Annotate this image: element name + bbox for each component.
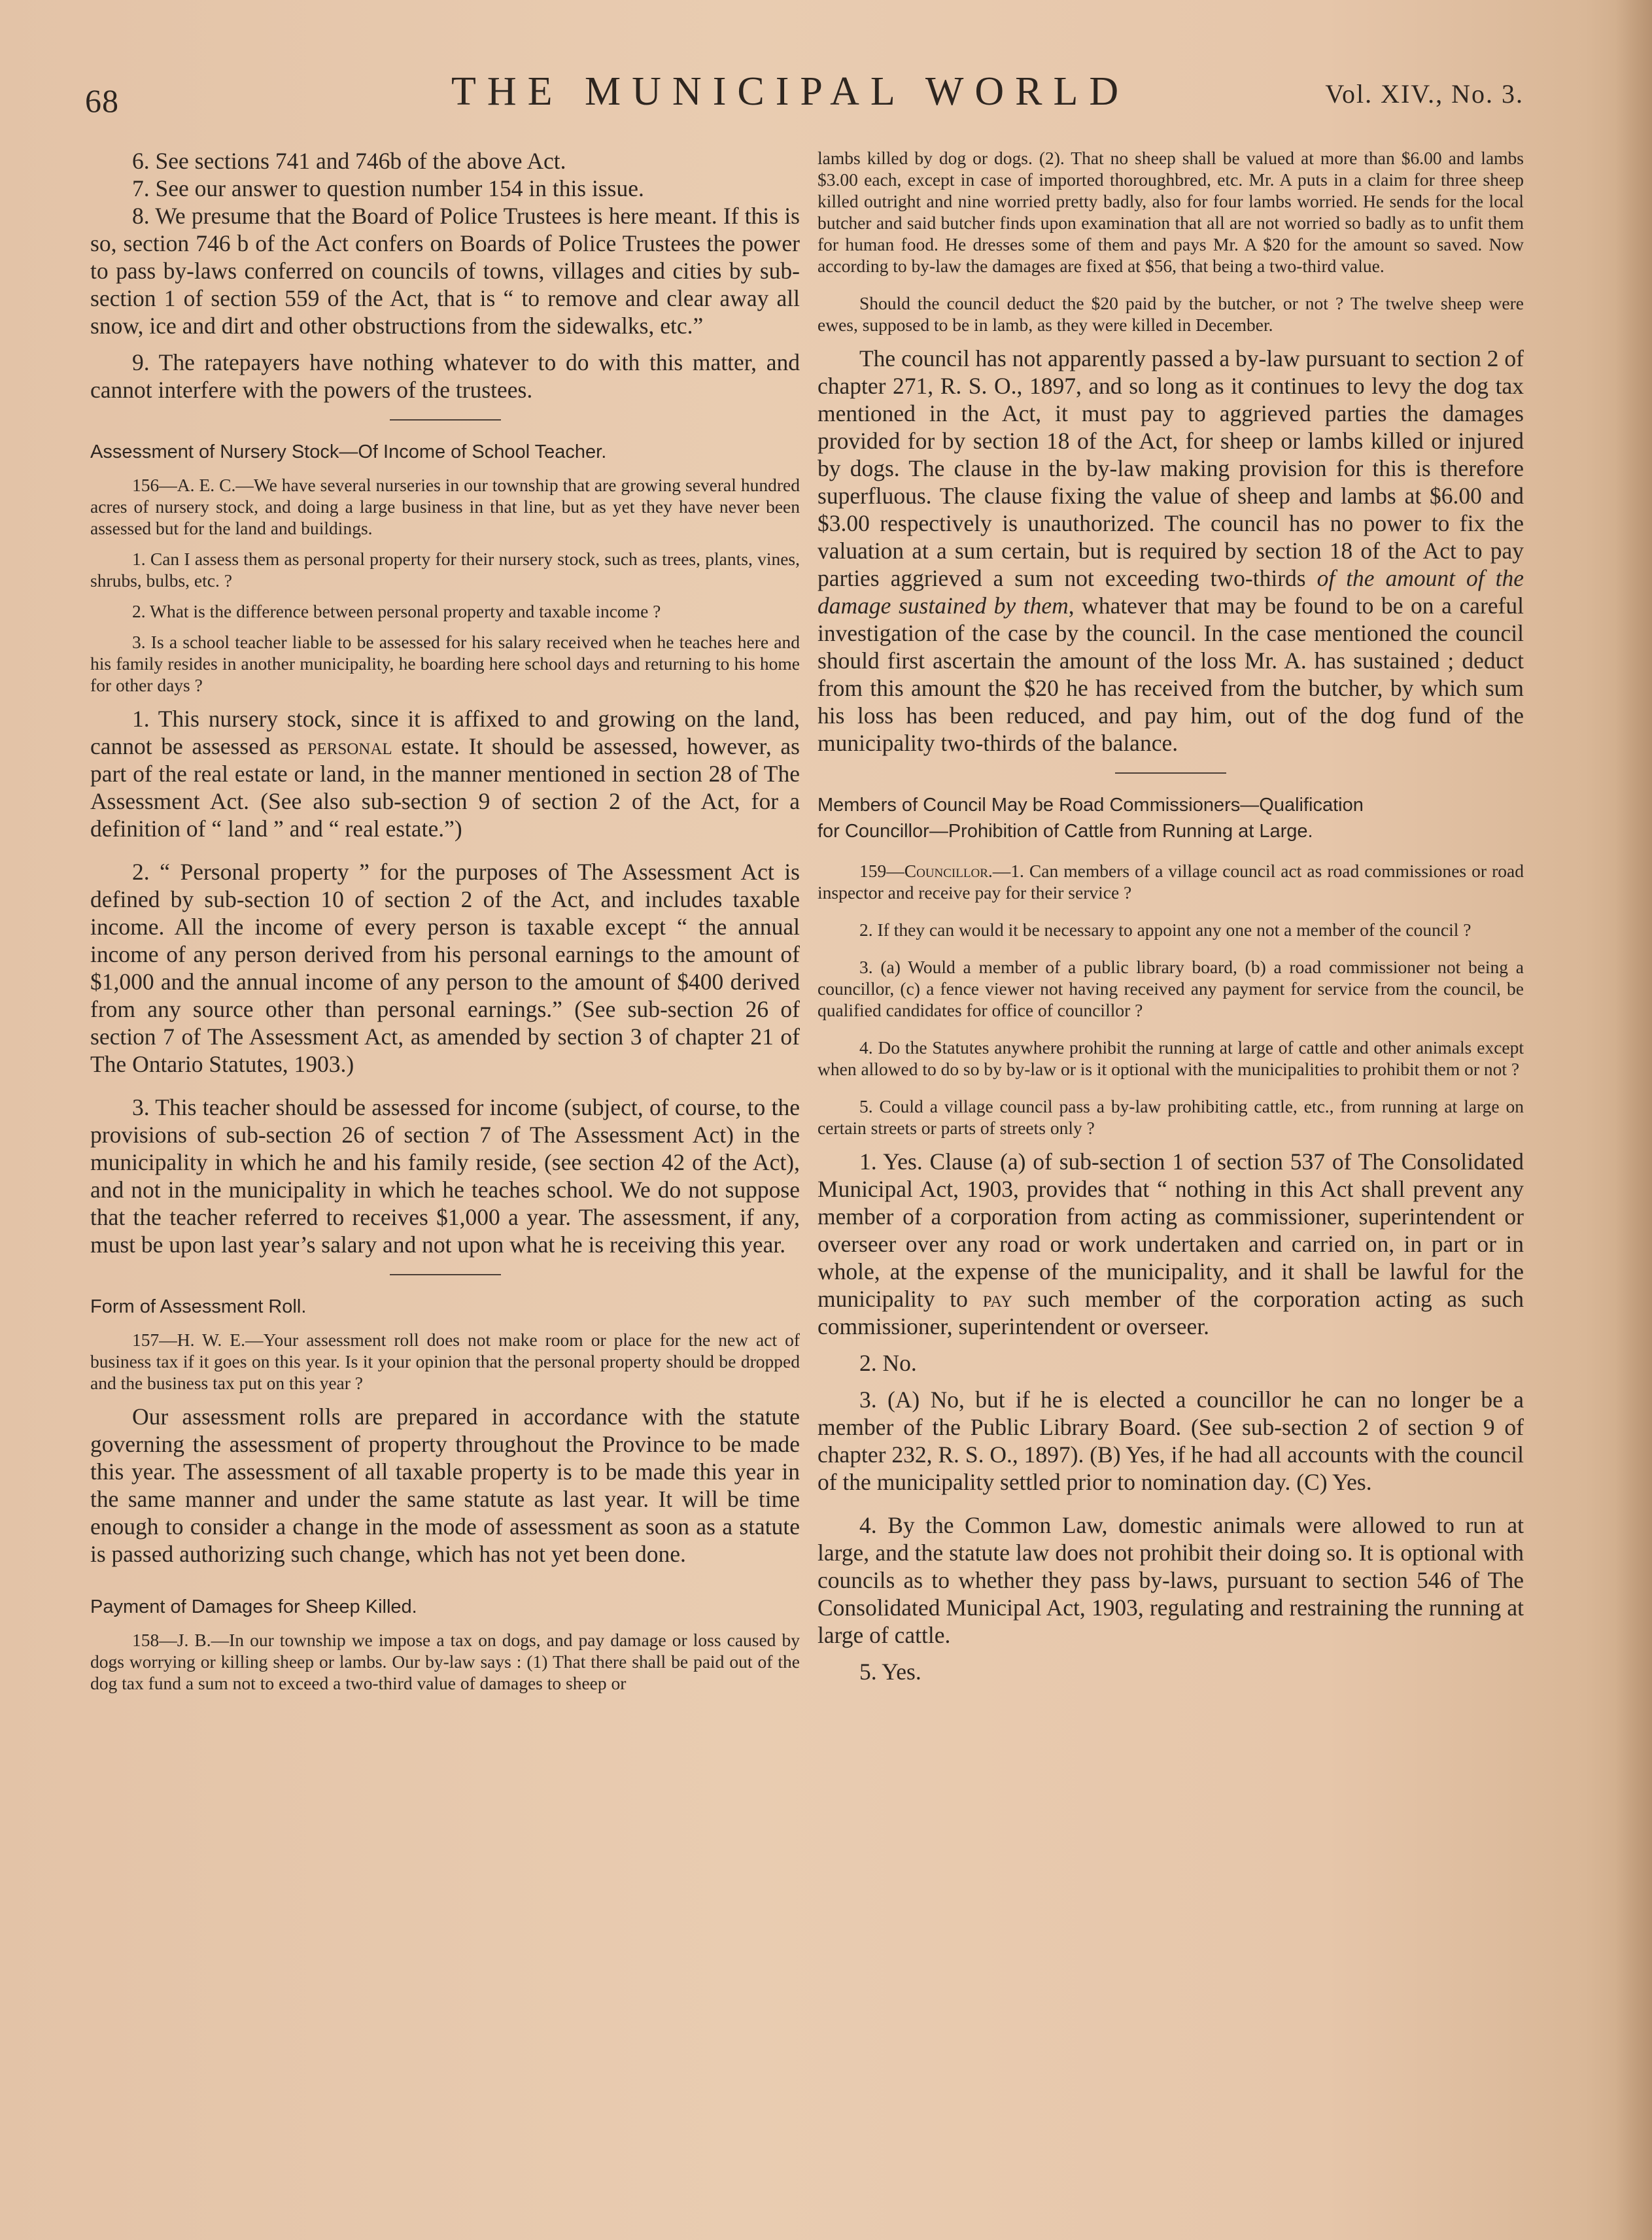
answer-paragraph	[817, 345, 1524, 757]
answer-paragraph: 2. No.	[859, 1350, 917, 1376]
question-number: 159	[859, 861, 887, 881]
question-number: 156	[132, 475, 160, 495]
answer-text: , whatever that may be found to be on a careful investigation of the case by the council. In the case mentioned the council should first ascertain the amount of the loss Mr. A. has sustained ; deduct from this amount the $20 he has received from the butcher, by which sum his loss has been reduced, and pay him, out of the dog fund of the municipality two-thirds of the balance.	[817, 593, 1524, 756]
question-paragraph	[90, 1629, 800, 1694]
question-number: 157	[132, 1330, 160, 1350]
answer-paragraph: 7. See our answer to question number 154 in this issue.	[132, 175, 644, 201]
question-paragraph: 3. Is a school teacher liable to be assessed for his salary received when he teaches here and his family resides in another municipality, he boarding here school days and returning to his home for other days ?	[90, 632, 800, 695]
section-heading: Members of Council May be Road Commissioners—Qualification	[817, 795, 1364, 816]
answer-text: such member of the corporation acting as such commissioner, superintendent or overseer.	[817, 1286, 1524, 1339]
question-paragraph	[817, 860, 1524, 903]
answer-paragraph: 9. The ratepayers have nothing whatever to do with this matter, and cannot interfere with the powers of the trustees.	[90, 349, 800, 403]
answer-paragraph: 2. “ Personal property ” for the purposes of The Assessment Act is defined by sub-section 10 of section 2 of the Act, and includes taxable income. All the income of every person is taxable except “ the annual income of any person derived from his personal earnings to the amount of $1,000 and the annual income of any person to the amount of $400 derived from any source other than personal earnings.” (See sub-section 26 of section 7 of The Assessment Act, as amended by section 3 of chapter 21 of The Ontario Statutes, 1903.)	[90, 859, 800, 1077]
answer-paragraph: Our assessment rolls are prepared in accordance with the statute governing the assessment of property throughout the Province to be made this year. The assessment of all taxable property is to be made this year in the same manner and under the same statute as last year. It will be time enough to consider a change in the mode of assessment as soon as a statute is passed authorizing such change, which has not yet been done.	[90, 1404, 800, 1567]
answer-paragraph: 3. This teacher should be assessed for income (subject, of course, to the provisions of sub-section 26 of section 7 of The Assessment Act) in the municipality in which he and his family reside, (see section 42 of the Act), and not in the municipality in which he teaches school. We do not suppose that the teacher referred to receives $1,000 a year. The assessment, if any, must be upon last year’s salary and not upon what he is receiving this year.	[90, 1094, 800, 1258]
right-column	[817, 147, 1524, 2181]
question-paragraph: 4. Do the Statutes anywhere prohibit the running at large of cattle and other animals except when allowed to do so by by-law or is it optional with the municipalities to prohibit them or not ?	[817, 1037, 1524, 1079]
section-divider	[1115, 772, 1226, 774]
page-edge-shadow	[1615, 0, 1652, 2240]
question-text: —H. W. E.—Your assessment roll does not make room or place for the new act of business tax if it goes on this year. Is it your opinion that the personal property should be dropped and the business tax put on this year ?	[90, 1330, 800, 1393]
question-paragraph: 1. Can I assess them as personal property for their nursery stock, such as trees, plants, vines, shrubs, bulbs, etc. ?	[90, 549, 800, 591]
answer-paragraph: 5. Yes.	[859, 1659, 921, 1685]
question-paragraph: Should the council deduct the $20 paid by the butcher, or not ? The twelve sheep were ewes, supposed to be in lamb, as they were killed in December.	[817, 293, 1524, 335]
page-number: 68	[85, 82, 119, 119]
question-text: —1. Can members of a village council act as road commissiones or road inspector and receive pay for their service ?	[817, 861, 1524, 903]
question-paragraph: 2. If they can would it be necessary to appoint any one not a member of the council ?	[859, 920, 1471, 940]
answer-text: estate. It should be assessed, however, as part of the real estate or land, in the manner mentioned in section 28 of The Assessment Act. (See also sub-section 9 of section 2 of the Act, for a definition of “ land ” and “ real estate.”)	[90, 733, 800, 842]
answer-paragraph: 3. (A) No, but if he is elected a councillor he can no longer be a member of the Public Library Board. (See sub-section 2 of section 9 of chapter 232, R. S. O., 1897). (B) Yes, if he had all accounts with the council of the municipality settled prior to nomination day. (C) Yes.	[817, 1387, 1524, 1495]
question-paragraph: 5. Could a village council pass a by-law prohibiting cattle, etc., from running at large on certain streets or parts of streets only ?	[817, 1096, 1524, 1138]
question-author: —Councillor.	[886, 861, 993, 881]
answer-text: The council has not apparently passed a by-law pursuant to section 2 of chapter 271, R. S. O., 1897, and so long as it continues to levy the dog tax mentioned in the Act, it must pay to aggrieved parties the damages provided for by section 18 of the Act, for sheep or lambs killed or injured by dogs. The clause in the by-law making provision for this is therefore superfluous. The clause fixing the value of sheep and lambs at $6.00 and $3.00 respectively is unauthorized. The council has no power to fix the valuation at a sum certain, but is required by section 18 of the Act to pay parties aggrieved a sum not exceeding two-thirds	[817, 345, 1524, 591]
question-paragraph: lambs killed by dog or dogs. (2). That no sheep shall be valued at more than $6.00 and lambs $3.00 each, except in case of imported thoroughbred, etc. Mr. A puts in a claim for three sheep killed outright and nine worried pretty badly, also for four lambs worried. He sends for the local butcher and said butcher finds upon examination that all are not worried so badly as to unfit them for human food. He dresses some of them and pays Mr. A $20 for the amount so saved. Now according to by-law the damages are fixed at $56, that being a two-third value.	[817, 148, 1524, 276]
section-heading: Form of Assessment Roll.	[90, 1296, 307, 1317]
question-text: —A. E. C.—We have several nurseries in our township that are growing several hundred acres of nursery stock, and doing a large business in that line, but as yet they have never been assessed but for the land and buildings.	[90, 475, 800, 538]
question-paragraph	[90, 474, 800, 539]
small-caps-word: personal	[307, 733, 392, 759]
section-heading: Payment of Damages for Sheep Killed.	[90, 1596, 417, 1617]
section-divider	[390, 419, 501, 421]
question-paragraph: 2. What is the difference between personal property and taxable income ?	[132, 601, 661, 621]
italic-phrase: of the amount of the damage sustained by them	[817, 565, 1524, 619]
left-column	[90, 147, 800, 2181]
question-paragraph: 3. (a) Would a member of a public library board, (b) a road commissioner not being a councillor, (c) a fence viewer not having received any payment for service from the council, be qualified candidates for office of councillor ?	[817, 957, 1524, 1020]
page-header	[85, 62, 1524, 121]
answer-text: 1. This nursery stock, since it is affixed to and growing on the land, cannot be assessed as	[90, 706, 800, 759]
question-number: 158	[132, 1630, 160, 1650]
answer-paragraph	[817, 1148, 1524, 1340]
section-heading: Assessment of Nursery Stock—Of Income of School Teacher.	[90, 441, 607, 462]
question-text: —J. B.—In our township we impose a tax on dogs, and pay damage or loss caused by dogs worrying or killing sheep or lambs. Our by-law says : (1) That there shall be paid out of the dog tax fund a sum not to exceed a two-third value of damages to sheep or	[90, 1630, 800, 1693]
answer-paragraph: 8. We presume that the Board of Police Trustees is here meant. If this is so, section 746 b of the Act confers on Boards of Police Trustees the power to pass by-laws conferred on councils of towns, villages and cities by sub-section 1 of section 559 of the Act, that is “ to remove and clear away all snow, ice and dirt and other obstructions from the sidewalks, etc.”	[90, 203, 800, 339]
answer-text: 1. Yes. Clause (a) of sub-section 1 of section 537 of The Consolidated Municipal Act, 1903, provides that “ nothing in this Act shall prevent any member of a corporation from acting as commissioner, superintendent or overseer over any road or work undertaken and carried on, in part or in whole, at the expense of the municipality, and it shall be lawful for the municipality to	[817, 1148, 1524, 1312]
answer-paragraph: 6. See sections 741 and 746b of the above Act.	[132, 148, 566, 174]
masthead-title: THE MUNICIPAL WORLD	[451, 69, 1130, 114]
section-heading: for Councillor—Prohibition of Cattle from Running at Large.	[817, 821, 1313, 842]
question-paragraph	[90, 1329, 800, 1394]
volume-number: Vol. XIV., No. 3.	[1325, 79, 1524, 109]
section-divider	[390, 1274, 501, 1275]
answer-paragraph	[90, 705, 800, 842]
small-caps-word: pay	[982, 1286, 1013, 1312]
answer-paragraph: 4. By the Common Law, domestic animals were allowed to run at large, and the statute law does not prohibit their doing so. It is optional with councils as to whether they pass by-laws, pursuant to section 546 of The Consolidated Municipal Act, 1903, regulating and restraining the running at large of cattle.	[817, 1512, 1524, 1648]
